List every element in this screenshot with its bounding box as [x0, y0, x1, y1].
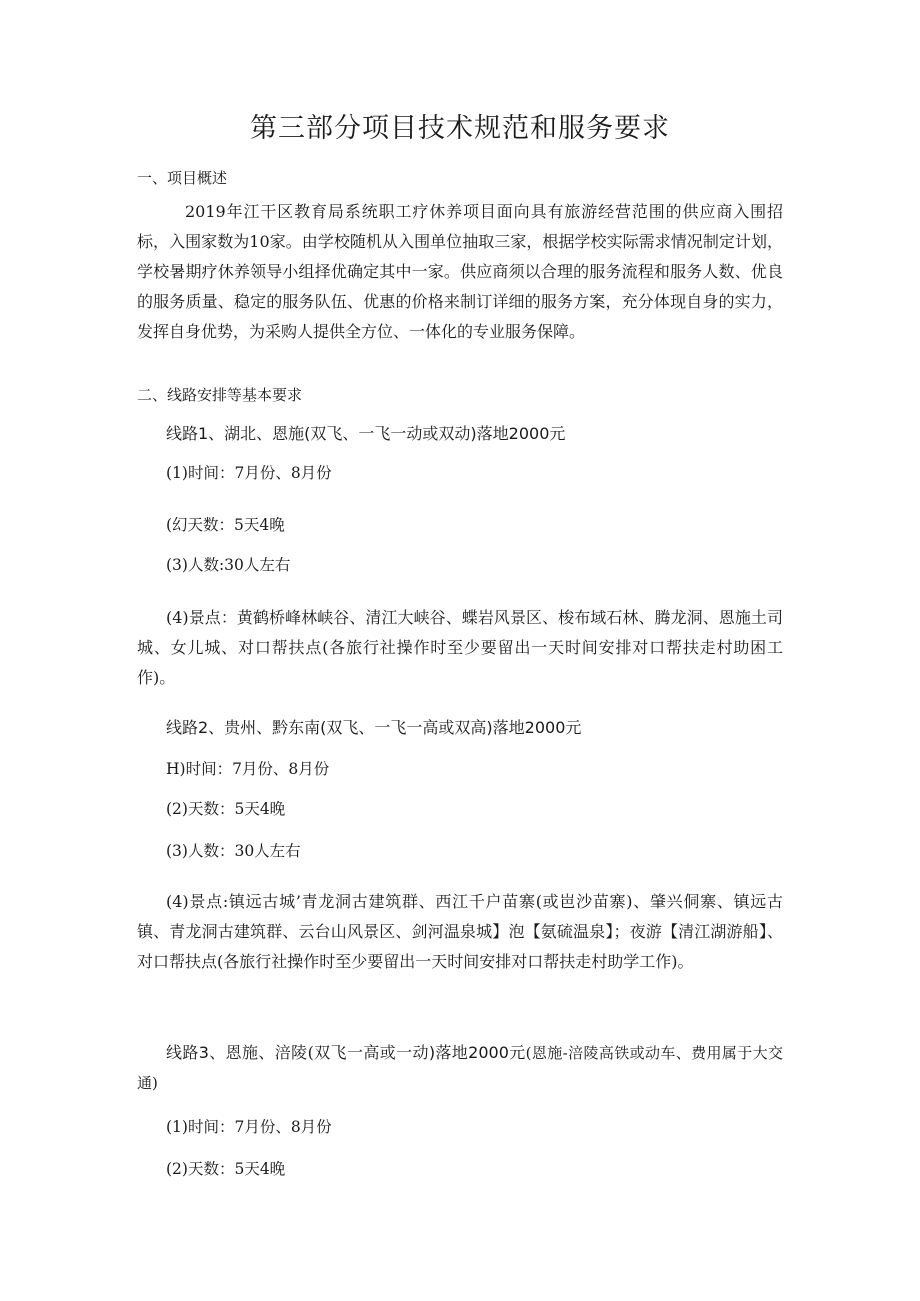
section-heading-routes: 二、线路安排等基本要求 — [137, 386, 303, 404]
route-1-title: 线路1、湖北、恩施(双飞、一飞一动或双动)落地2000元 — [166, 424, 566, 443]
route-3-title-part2: (双飞 — [307, 1043, 347, 1062]
route-2-people: (3)人数：30人左右 — [166, 842, 301, 860]
route-1-people: (3)人数:30人左右 — [166, 556, 291, 574]
route-3-time: (1)时间：7月份、8月份 — [166, 1118, 332, 1136]
route-2-spots: (4)景点:镇远古城’青龙洞古建筑群、西江千户苗寨(或岜沙苗寨)、肇兴侗寨、镇远古镇、青龙洞古建筑群、云台山风景区、剑河温泉城】泡【氨硫温泉】；夜游【清江湖游船】、对口帮扶点(各旅行社操作时至少要留出一天时间安排对口帮扶走村助学工作)。 — [137, 892, 783, 971]
route-2-title: 线路2、贵州、黔东南(双飞、一飞一高或双高)落地2000元 — [166, 718, 582, 737]
route-2-days: (2)天数：5天4晚 — [166, 800, 286, 818]
overview-paragraph: 2019年江干区教育局系统职工疗休养项目面向具有旅游经营范围的供应商入围招标，入围家数为10家。由学校随机从入围单位抽取三家，根据学校实际需求情况制定计划，学校暑期疗休养领导小组择优确定其中一家。供应商须以合理的服务流程和服务人数、优良的服务质量、稳定的服务队伍、优惠的价格来制订详细的服务方案，充分体现自身的实力，发挥自身优势，为采购人提供全方位、一体化的专业服务保障。 — [137, 202, 783, 341]
route-2-time: H)时间：7月份、8月份 — [166, 760, 330, 778]
route-1-days: (幻天数：5天4晚 — [166, 516, 285, 534]
route-3-title — [137, 1038, 783, 1098]
section-heading-overview: 一、项目概述 — [137, 169, 228, 187]
route-3-title-note: (恩施-涪陵高铁或动车、费用属于大交通) — [137, 1044, 783, 1092]
route-3-days: (2)天数：5天4晚 — [166, 1160, 286, 1178]
page-title: 第三部分项目技术规范和服务要求 — [250, 113, 670, 144]
route-3-title-part1: 线路3、恩施、涪陵 — [166, 1043, 308, 1062]
route-3-title-part3: 一高或一动)落地2000元 — [346, 1043, 526, 1062]
route-1-spots: (4)景点：黄鹤桥峰林峡谷、清江大峡谷、蝶岩风景区、梭布域石林、腾龙洞、恩施土司城、女儿城、对口帮扶点(各旅行社操作时至少要留出一天时间安排对口帮扶走村助困工作)。 — [137, 608, 783, 687]
route-1-time: (1)时间：7月份、8月份 — [166, 464, 332, 482]
